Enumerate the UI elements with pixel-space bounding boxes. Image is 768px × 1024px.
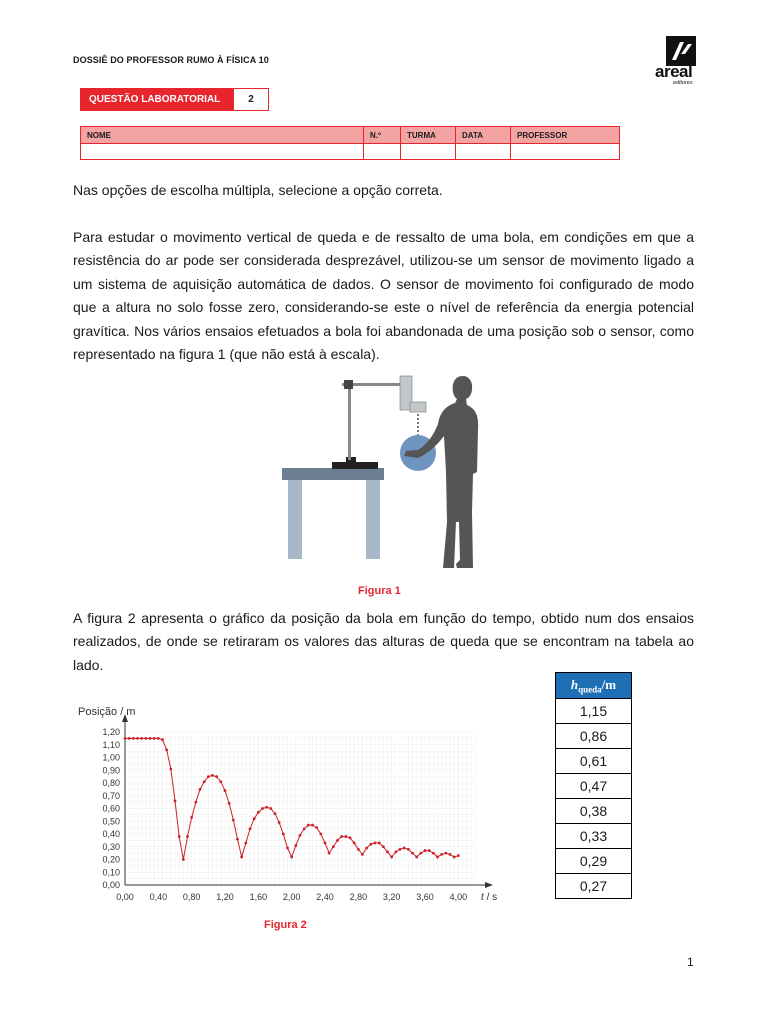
data-point <box>240 856 243 859</box>
lab-question-box <box>80 88 269 111</box>
data-point <box>274 812 277 815</box>
field-numero[interactable] <box>364 144 401 160</box>
data-point <box>286 847 289 850</box>
data-point <box>394 850 397 853</box>
height-value: 0,27 <box>556 874 632 899</box>
lab-question-number: 2 <box>234 89 268 110</box>
y-tick-label: 0,40 <box>102 829 120 839</box>
y-tick-label: 0,90 <box>102 765 120 776</box>
data-point <box>382 845 385 848</box>
data-point <box>424 849 427 852</box>
data-point <box>149 737 152 740</box>
data-point <box>449 853 452 856</box>
x-tick-label: 4,00 <box>449 892 468 902</box>
data-point <box>232 819 235 822</box>
x-axis-label: t / s <box>481 892 498 903</box>
data-point <box>157 737 160 740</box>
data-point <box>365 847 368 850</box>
x-axis-arrow <box>485 882 493 888</box>
data-point <box>369 843 372 846</box>
col-professor: PROFESSOR <box>511 127 620 144</box>
col-turma: TURMA <box>401 127 456 144</box>
data-point <box>257 811 260 814</box>
data-point <box>357 848 360 851</box>
data-point <box>136 737 139 740</box>
figure2-intro-paragraph: A figura 2 apresenta o gráfico da posição da bola em função do tempo, obtido num dos ensaios realizados, de onde se retiraram os valores das alturas de queda que se encontram na tabela ao lado. <box>73 610 694 673</box>
data-point <box>228 802 231 805</box>
height-value: 0,61 <box>556 749 632 774</box>
clamp <box>344 380 353 389</box>
data-point <box>428 849 431 852</box>
data-point <box>324 842 327 845</box>
data-point <box>307 824 310 827</box>
data-point <box>128 737 131 740</box>
data-point <box>444 852 447 855</box>
lab-question-label: QUESTÃO LABORATORIAL <box>81 89 234 110</box>
data-point <box>319 833 322 836</box>
data-point <box>124 737 127 740</box>
x-tick-label: 3,20 <box>382 892 401 902</box>
data-point <box>457 854 460 857</box>
data-point <box>349 836 352 839</box>
data-point <box>207 775 210 778</box>
data-point <box>186 835 189 838</box>
data-point <box>436 856 439 859</box>
x-tick-label: 3,60 <box>416 892 434 902</box>
data-point <box>432 852 435 855</box>
x-tick-label: 2,40 <box>316 892 334 902</box>
data-point <box>361 853 364 856</box>
header-subscript: queda <box>578 684 602 695</box>
col-numero: N.º <box>364 127 401 144</box>
data-point <box>403 847 406 850</box>
y-tick-label: 0,80 <box>102 778 120 788</box>
data-point <box>303 828 306 831</box>
student-id-table <box>80 126 620 160</box>
data-point <box>182 858 185 861</box>
y-tick-label: 1,00 <box>102 752 120 763</box>
data-point <box>190 816 193 819</box>
x-tick-label: 2,00 <box>282 892 301 902</box>
data-point <box>311 824 314 827</box>
table-leg-left <box>288 477 302 559</box>
data-point <box>374 842 377 845</box>
data-point <box>253 817 256 820</box>
x-tick-label: 0,00 <box>116 892 134 902</box>
data-point <box>211 774 214 777</box>
data-point <box>390 856 393 859</box>
table-top <box>282 468 384 480</box>
header-symbol: h <box>570 676 579 692</box>
data-point <box>328 852 331 855</box>
y-tick-label: 0,10 <box>102 867 120 878</box>
data-point <box>340 835 343 838</box>
x-tick-label: 1,60 <box>249 892 268 902</box>
field-turma[interactable] <box>401 144 456 160</box>
height-value: 0,29 <box>556 849 632 874</box>
data-point <box>174 799 177 802</box>
x-tick-label: 0,80 <box>182 892 201 902</box>
document-header-title: DOSSIÊ DO PROFESSOR RUMO À FÍSICA 10 <box>73 55 269 65</box>
height-value: 0,33 <box>556 824 632 849</box>
data-point <box>169 768 172 771</box>
data-point <box>261 807 264 810</box>
y-tick-label: 0,20 <box>102 854 120 865</box>
data-point <box>161 738 164 741</box>
data-point <box>194 801 197 804</box>
data-point <box>415 856 418 859</box>
data-point <box>236 838 239 841</box>
data-point <box>224 789 227 792</box>
data-point <box>282 833 285 836</box>
data-point <box>453 856 456 859</box>
data-point <box>399 848 402 851</box>
y-tick-label: 1,20 <box>102 727 120 737</box>
data-point <box>419 852 422 855</box>
page-number: 1 <box>687 955 694 969</box>
data-point <box>249 828 252 831</box>
data-point <box>336 839 339 842</box>
publisher-logo <box>652 36 716 88</box>
data-point <box>244 842 247 845</box>
data-point <box>290 856 293 859</box>
data-point <box>203 780 206 783</box>
instruction-text: Nas opções de escolha múltipla, selecione a opção correta. <box>73 182 443 198</box>
intro-paragraph: Para estudar o movimento vertical de queda e de ressalto de uma bola, em condições em que a resistência do ar pode ser considerada desprezável, utilizou-se um sensor de movimento ligado a um sistema de aquisição automática de dados. O sensor de movimento foi configurado de modo que a altura no solo fosse zero, considerando-se este o nível de referência da energia potencial gravítica. Nos vários ensaios efetuados a bola foi abandonada de uma posição sob o sensor, como representado na figura 1 (que não está à escala). <box>73 229 694 363</box>
data-point <box>344 835 347 838</box>
logo-subtitle: editores <box>673 80 693 86</box>
y-axis-label: Posição / m <box>78 706 136 718</box>
data-point <box>315 826 318 829</box>
x-tick-label: 2,80 <box>349 892 368 902</box>
figure1-illustration <box>280 372 490 574</box>
data-point <box>132 737 135 740</box>
data-point <box>386 850 389 853</box>
y-tick-label: 0,70 <box>102 790 120 801</box>
header-unit: /m <box>601 676 617 692</box>
table-leg-right <box>366 477 380 559</box>
data-point <box>332 845 335 848</box>
x-tick-label: 0,40 <box>149 892 168 902</box>
data-point <box>178 835 181 838</box>
y-tick-label: 0,50 <box>102 816 120 827</box>
data-point <box>153 737 156 740</box>
y-tick-label: 0,30 <box>102 841 120 852</box>
data-point <box>165 748 168 751</box>
data-point <box>199 788 202 791</box>
x-tick-label: 1,20 <box>216 892 234 902</box>
logo-wordmark: areal <box>655 62 693 81</box>
field-professor[interactable] <box>511 144 620 160</box>
height-value: 0,86 <box>556 724 632 749</box>
motion-sensor-head <box>410 402 426 412</box>
col-data: DATA <box>456 127 511 144</box>
data-point <box>215 775 218 778</box>
field-nome[interactable] <box>81 144 364 160</box>
height-value: 0,47 <box>556 774 632 799</box>
data-point <box>144 737 147 740</box>
figure1-caption: Figura 1 <box>358 585 401 597</box>
data-point <box>278 821 281 824</box>
data-point <box>378 842 381 845</box>
data-point <box>294 844 297 847</box>
stand-rod <box>348 380 351 460</box>
height-value: 1,15 <box>556 699 632 724</box>
field-data[interactable] <box>456 144 511 160</box>
data-point <box>219 780 222 783</box>
col-nome: NOME <box>81 127 364 144</box>
data-point <box>353 842 356 845</box>
y-tick-label: 0,60 <box>102 803 120 814</box>
height-value: 0,38 <box>556 799 632 824</box>
heights-table-header <box>556 673 632 699</box>
data-point <box>411 852 414 855</box>
fall-heights-table <box>555 672 632 899</box>
data-point <box>299 834 302 837</box>
y-tick-label: 0,00 <box>102 880 120 890</box>
y-tick-label: 1,10 <box>102 739 120 750</box>
data-point <box>140 737 143 740</box>
data-point <box>265 806 268 809</box>
position-time-chart <box>70 700 510 910</box>
data-point <box>269 807 272 810</box>
figure2-caption: Figura 2 <box>264 919 307 931</box>
stand-base <box>332 462 378 469</box>
data-point <box>440 853 443 856</box>
data-point <box>407 848 410 851</box>
